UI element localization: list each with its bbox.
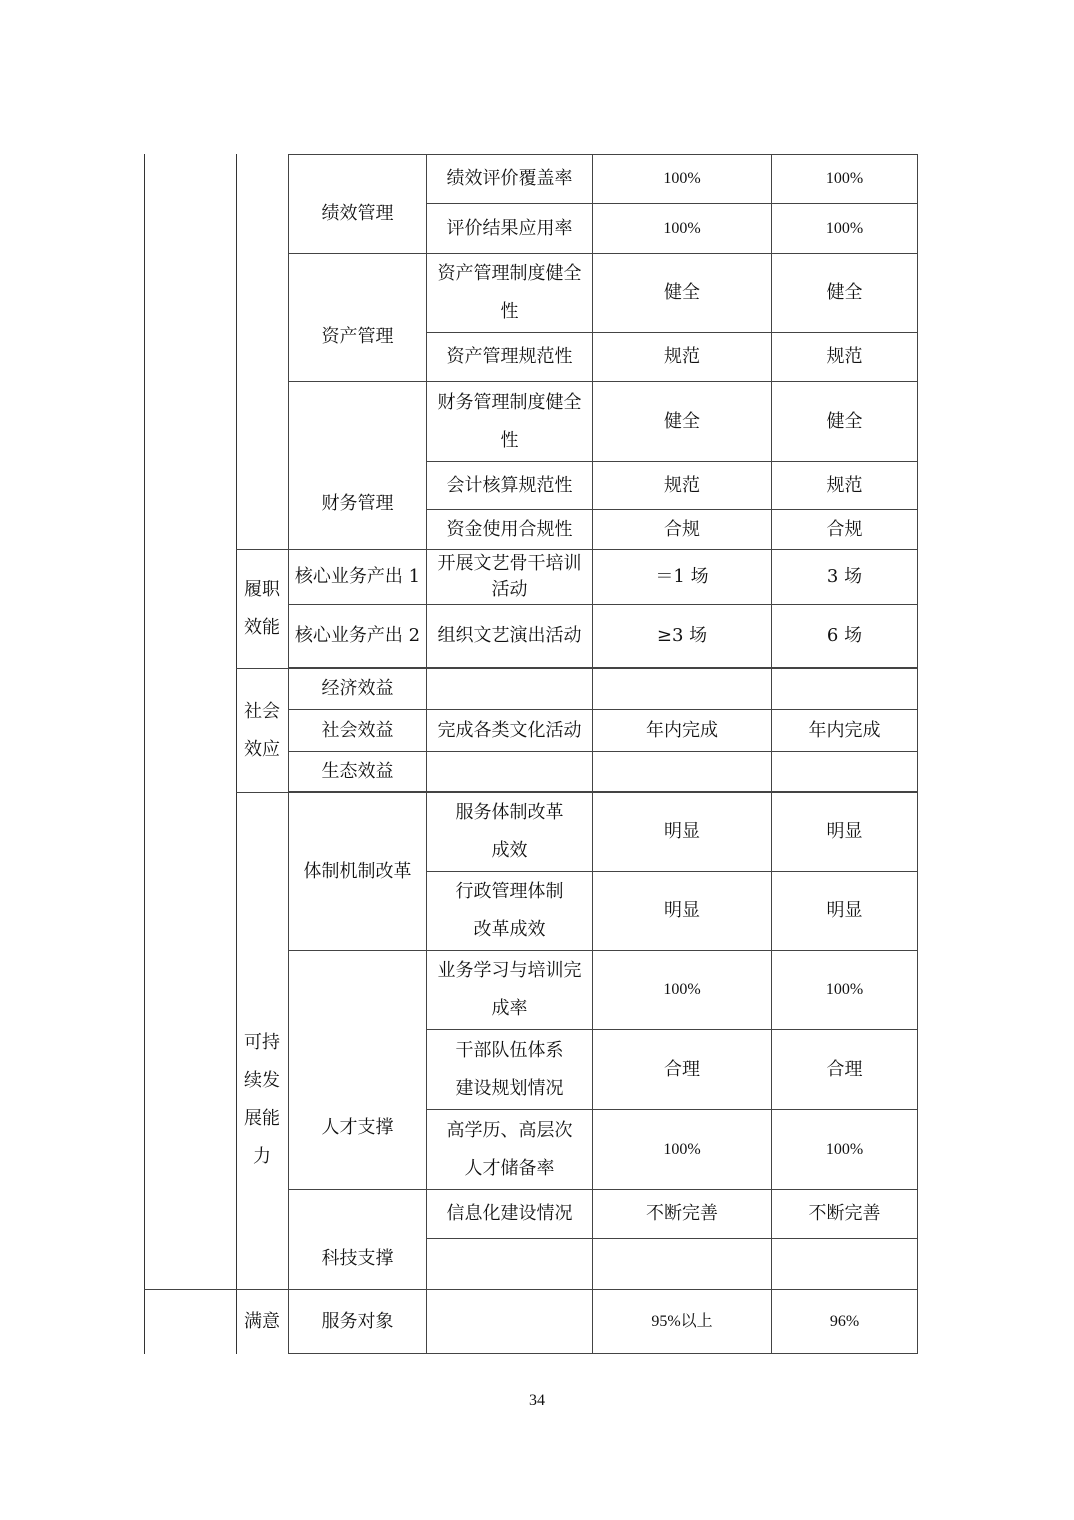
target-value-cell (592, 1109, 772, 1190)
indicator-text: 性 (500, 429, 519, 451)
subcategory-cell (288, 668, 427, 710)
subcategory-text: 体制机制改革 (303, 860, 412, 882)
subcategory-text: 绩效管理 (321, 203, 394, 224)
subcategory-text: 经济效益 (321, 678, 394, 699)
target-value-cell (592, 604, 772, 668)
actual-value-cell (771, 792, 918, 872)
subcategory-cell (288, 381, 427, 550)
target-value-cell (592, 871, 772, 951)
target-value-cell (592, 461, 772, 510)
page-number: 34 (529, 1392, 545, 1409)
indicator-text: 绩效评价覆盖率 (446, 168, 573, 189)
target-value: ＝1 场 (655, 566, 709, 587)
indicator-text: 人才储备率 (464, 1157, 555, 1179)
subcategory-text: 资产管理 (321, 325, 394, 347)
indicator-cell (426, 1189, 593, 1239)
indicator-text: 会计核算规范性 (446, 474, 573, 496)
subcategory-text: 科技支撑 (321, 1247, 394, 1269)
actual-value-cell (771, 604, 918, 668)
subcategory-text: 社会效益 (321, 719, 394, 741)
indicator-text: 成率 (491, 998, 528, 1019)
subcategory-cell (288, 253, 427, 382)
actual-value-cell (771, 253, 918, 333)
actual-value-cell (771, 1289, 918, 1354)
subcategory-text: 生态效益 (321, 760, 394, 782)
actual-value-cell (771, 871, 918, 951)
category-text: 社会 (244, 700, 280, 722)
category-manyi (236, 1289, 288, 1354)
indicator-cell (426, 604, 593, 668)
actual-value-cell (771, 1029, 918, 1110)
indicator-text: 资金使用合规性 (446, 518, 573, 540)
col1-left-line (144, 154, 145, 1354)
target-value: 明显 (664, 821, 700, 842)
indicator-text: 资产管理制度健全 (437, 263, 582, 284)
actual-value: 100% (825, 981, 864, 998)
actual-value-cell (771, 154, 918, 204)
target-value-cell (592, 1289, 772, 1354)
target-value: 规范 (664, 474, 700, 496)
target-value: 年内完成 (646, 719, 718, 741)
target-value-cell (592, 751, 772, 792)
actual-value-cell (771, 203, 918, 254)
subcategory-text: 财务管理 (321, 492, 394, 514)
target-value: 健全 (664, 282, 700, 303)
indicator-text: 开展文艺骨干培训 (437, 553, 582, 574)
actual-value: 6 场 (826, 625, 863, 646)
indicator-cell (426, 709, 593, 752)
actual-value-cell (771, 381, 918, 462)
actual-value-cell (771, 751, 918, 792)
target-value: 合理 (664, 1058, 700, 1080)
actual-value-cell (771, 950, 918, 1030)
indicator-text: 服务体制改革 (455, 802, 564, 823)
indicator-cell (426, 154, 593, 204)
target-value-cell (592, 509, 772, 550)
indicator-text: 行政管理体制 (455, 881, 564, 902)
actual-value: 健全 (826, 282, 863, 303)
indicator-cell (426, 381, 593, 462)
actual-value: 不断完善 (808, 1203, 881, 1224)
target-value-cell (592, 381, 772, 462)
subcategory-text: 核心业务产出 1 (294, 566, 421, 587)
target-value: 100% (663, 1140, 701, 1158)
indicator-text: 业务学习与培训完 (437, 960, 582, 981)
target-value: 100% (663, 981, 701, 998)
indicator-text: 完成各类文化活动 (437, 719, 582, 741)
indicator-cell (426, 1109, 593, 1190)
indicator-cell (426, 1289, 593, 1354)
actual-value: 100% (825, 219, 864, 237)
indicator-text: 评价结果应用率 (446, 217, 573, 239)
actual-value-cell (771, 332, 918, 382)
target-value-cell (592, 332, 772, 382)
category-shehui (236, 668, 288, 792)
actual-value: 100% (825, 1140, 864, 1158)
category-lvzhi (236, 549, 288, 668)
category-text: 展能 (244, 1108, 280, 1129)
category-text: 可持 (244, 1032, 280, 1053)
target-value: 明显 (664, 900, 700, 921)
indicator-cell (426, 549, 593, 605)
category-text: 效应 (244, 738, 280, 760)
subcategory-text: 服务对象 (321, 1310, 394, 1332)
target-value: 不断完善 (646, 1203, 718, 1224)
category-text: 满意 (244, 1311, 280, 1332)
indicator-text: 活动 (491, 579, 528, 600)
target-value: 健全 (664, 410, 700, 432)
indicator-cell (426, 668, 593, 710)
target-value: 95%以上 (651, 1312, 713, 1330)
indicator-cell (426, 950, 593, 1030)
target-value: 100% (663, 219, 701, 237)
target-value-cell (592, 549, 772, 605)
indicator-text: 信息化建设情况 (446, 1203, 573, 1224)
indicator-cell (426, 509, 593, 550)
subcategory-cell (288, 950, 427, 1190)
subcategory-cell (288, 604, 427, 668)
actual-value-cell (771, 709, 918, 752)
indicator-cell (426, 461, 593, 510)
indicator-text: 改革成效 (473, 919, 546, 940)
indicator-cell (426, 792, 593, 872)
actual-value: 规范 (826, 474, 863, 496)
category-text: 履职 (244, 579, 280, 600)
subcategory-cell (288, 1189, 427, 1290)
target-value-cell (592, 203, 772, 254)
indicator-text: 成效 (491, 840, 528, 861)
indicator-text: 财务管理制度健全 (437, 391, 582, 413)
actual-value-cell (771, 509, 918, 550)
indicator-cell (426, 751, 593, 792)
actual-value: 100% (825, 170, 864, 187)
category-text: 力 (253, 1146, 271, 1167)
target-value: ≥3 场 (656, 625, 708, 646)
actual-value: 合理 (826, 1058, 863, 1080)
category-text: 续发 (244, 1070, 280, 1091)
actual-value: 96% (829, 1312, 860, 1330)
target-value-cell (592, 709, 772, 752)
subcategory-cell (288, 792, 427, 951)
indicator-cell (426, 1029, 593, 1110)
target-value-cell (592, 253, 772, 333)
indicator-text: 高学历、高层次 (446, 1119, 573, 1141)
actual-value: 明显 (826, 900, 863, 921)
actual-value-cell (771, 1109, 918, 1190)
target-value-cell (592, 792, 772, 872)
indicator-text: 资产管理规范性 (446, 346, 573, 367)
indicator-text: 建设规划情况 (455, 1077, 564, 1099)
subcategory-cell (288, 549, 427, 605)
category-text: 效能 (244, 617, 280, 638)
actual-value: 健全 (826, 410, 863, 432)
row-divider (144, 1289, 236, 1290)
target-value-cell (592, 950, 772, 1030)
actual-value-cell (771, 461, 918, 510)
indicator-cell (426, 203, 593, 254)
target-value-cell (592, 1029, 772, 1110)
indicator-cell (426, 1238, 593, 1290)
actual-value: 年内完成 (808, 719, 881, 741)
subcategory-text: 人才支撑 (321, 1117, 394, 1138)
category-kechixu (236, 792, 288, 1289)
subcategory-cell (288, 154, 427, 254)
actual-value: 合规 (826, 518, 863, 540)
subcategory-cell (288, 709, 427, 752)
indicator-cell (426, 332, 593, 382)
indicator-text: 性 (500, 301, 519, 322)
indicator-cell (426, 871, 593, 951)
target-value-cell (592, 1238, 772, 1290)
actual-value: 3 场 (826, 566, 863, 587)
target-value-cell (592, 668, 772, 710)
subcategory-cell (288, 751, 427, 792)
target-value-cell (592, 1189, 772, 1239)
target-value: 规范 (664, 346, 700, 367)
subcategory-text: 核心业务产出 2 (294, 625, 421, 646)
actual-value-cell (771, 1189, 918, 1239)
actual-value-cell (771, 549, 918, 605)
actual-value-cell (771, 668, 918, 710)
target-value: 100% (663, 170, 701, 187)
indicator-text: 组织文艺演出活动 (437, 625, 582, 646)
target-value: 合规 (664, 518, 700, 540)
indicator-cell (426, 253, 593, 333)
actual-value: 明显 (826, 821, 863, 842)
target-value-cell (592, 154, 772, 204)
subcategory-cell (288, 1289, 427, 1354)
actual-value: 规范 (826, 346, 863, 367)
indicator-text: 干部队伍体系 (455, 1039, 564, 1061)
actual-value-cell (771, 1238, 918, 1290)
